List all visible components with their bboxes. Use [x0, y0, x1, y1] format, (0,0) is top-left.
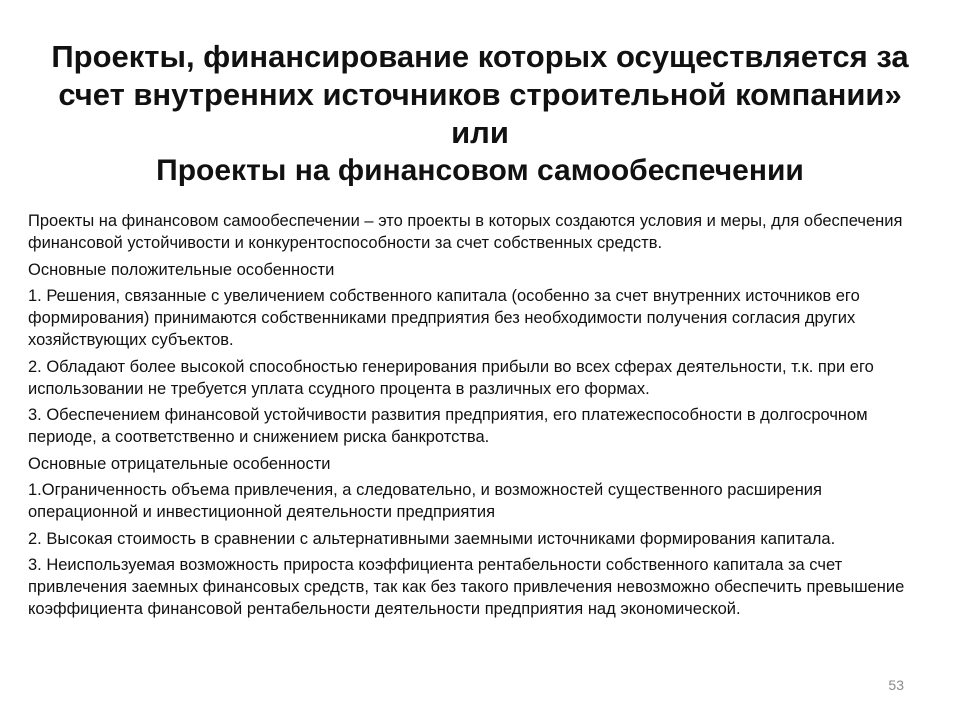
negative-feature-3: 3. Неиспользуемая возможность прироста коэффициента рентабельности собственного капитала за счет привлечения заемных финансовых средств, так как без такого привлечения невозможно обеспечить превышение коэффициента финансовой рентабельности деятельности предприятия над экономической. [28, 556, 905, 618]
positive-features-heading: Основные положительные особенности [28, 260, 335, 279]
negative-feature-1: 1.Ограниченность объема привлечения, а следовательно, и возможностей существенного расширения операционной и инвестиционной деятельности предприятия [28, 481, 822, 521]
page-number: 53 [888, 677, 904, 693]
negative-features-heading: Основные отрицательные особенности [28, 454, 331, 473]
slide-body [28, 210, 908, 625]
positive-feature-3: 3. Обеспечением финансовой устойчивости развития предприятия, его платежеспособности в долгосрочном периоде, а соответственно и снижением риска банкротства. [28, 406, 868, 446]
positive-feature-2: 2. Обладают более высокой способностью генерирования прибыли во всех сферах деятельности, т.к. при его использовании не требуется уплата ссудного процента в различных его формах. [28, 357, 874, 398]
slide-title [40, 38, 920, 190]
slide-title-line-1: Проекты, финансирование которых осуществляется за счет внутренних источников строительной компании» или [51, 39, 909, 150]
positive-feature-1: 1. Решения, связанные с увеличением собственного капитала (особенно за счет внутренних источников его формирования) принимаются собственниками предприятия без необходимости получения согласия других хозяйствующих субъектов. [28, 287, 860, 349]
definition-paragraph: Проекты на финансовом самообеспечении – это проекты в которых создаются условия и меры, для обеспечения финансовой устойчивости и конкурентоспособности за счет собственных средств. [28, 212, 903, 252]
slide-title-line-2: Проекты на финансовом самообеспечении [156, 154, 804, 187]
negative-feature-2: 2. Высокая стоимость в сравнении с альтернативными заемными источниками формирования капитала. [28, 529, 836, 548]
